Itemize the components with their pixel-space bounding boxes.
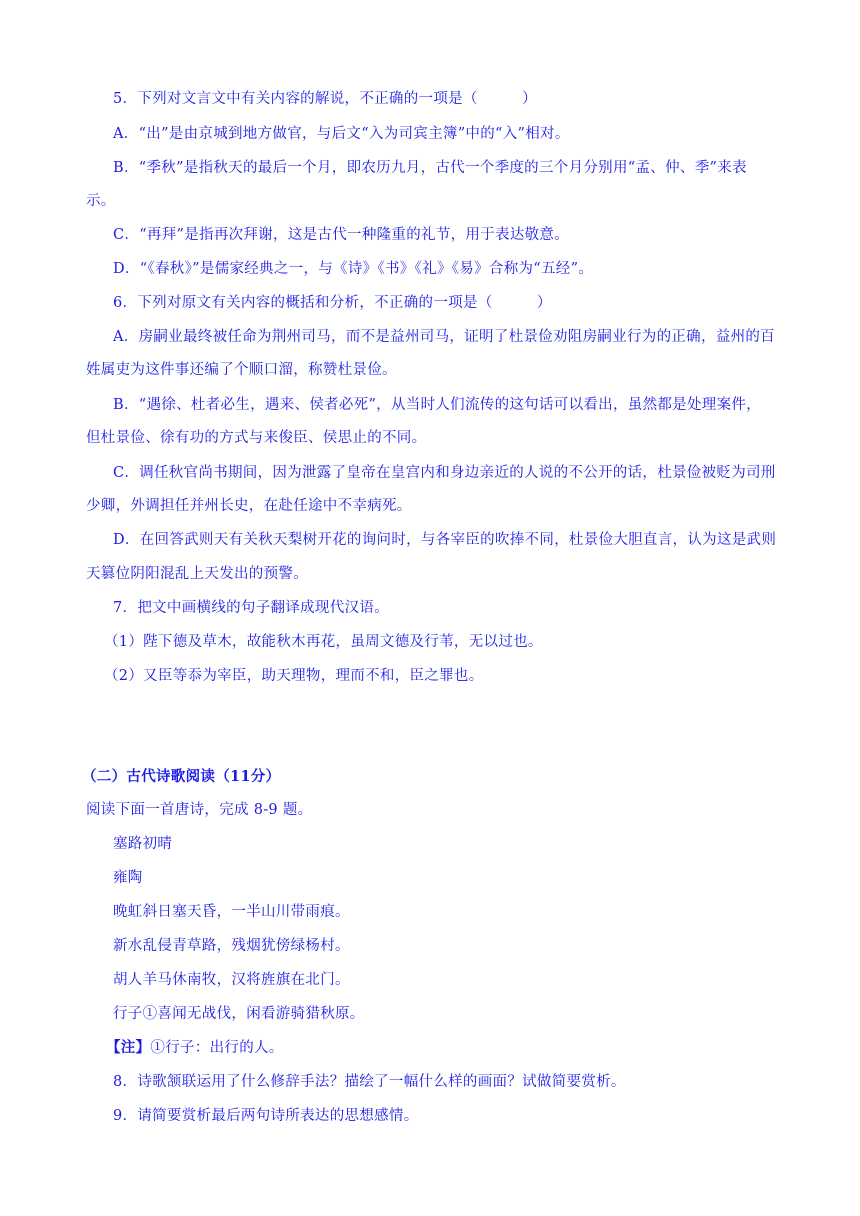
q6-option-a-cont: 姓属吏为这件事还编了个顺口溜，称赞杜景俭。 bbox=[86, 362, 397, 378]
q5-stem: 5．下列对文言文中有关内容的解说，不正确的一项是（ ） bbox=[113, 91, 537, 107]
q6-option-d: D．在回答武则天有关秋天梨树开花的询问时，与各宰臣的吹捧不同，杜景俭大胆直言，认为这是武则 bbox=[113, 532, 777, 548]
q8-stem: 8．诗歌颔联运用了什么修辞手法？描绘了一幅什么样的画面？试做简要赏析。 bbox=[113, 1074, 626, 1090]
q6-option-d-cont: 天篡位阴阳混乱上天发出的预警。 bbox=[86, 566, 308, 582]
poem-line-1: 晚虹斜日塞天昏，一半山川带雨痕。 bbox=[113, 904, 350, 920]
q7-sentence-2: （2）又臣等忝为宰臣，助天理物，理而不和，臣之罪也。 bbox=[104, 668, 484, 684]
q6-option-b: B．“遇徐、杜者必生，遇来、侯者必死”，从当时人们流传的这句话可以看出，虽然都是处理案件， bbox=[113, 397, 761, 413]
q9-stem: 9．请简要赏析最后两句诗所表达的思想感情。 bbox=[113, 1108, 419, 1124]
q6-stem: 6．下列对原文有关内容的概括和分析，不正确的一项是（ ） bbox=[113, 295, 552, 311]
note-text: ①行子：出行的人。 bbox=[150, 1040, 284, 1056]
section-intro: 阅读下面一首唐诗，完成 8-9 题。 bbox=[86, 802, 313, 818]
poem-line-3: 胡人羊马休南牧，汉将旌旗在北门。 bbox=[113, 972, 350, 988]
q5-option-c: C．“再拜”是指再次拜谢，这是古代一种隆重的礼节，用于表达敬意。 bbox=[113, 227, 570, 243]
note-marker: 【注】 bbox=[106, 1039, 151, 1056]
q7-sentence-1: （1）陛下德及草木，故能秋木再花，虽周文德及行苇，无以过也。 bbox=[104, 634, 543, 650]
poem-line-4: 行子①喜闻无战伐，闲看游骑猎秋原。 bbox=[113, 1006, 365, 1022]
q7-stem: 7．把文中画横线的句子翻译成现代汉语。 bbox=[113, 600, 389, 616]
q6-option-b-cont: 但杜景俭、徐有功的方式与来俊臣、侯思止的不同。 bbox=[86, 430, 427, 446]
q5-option-d: D．“《春秋》”是儒家经典之一，与《诗》《书》《礼》《易》合称为“五经”。 bbox=[113, 261, 594, 277]
q6-option-a: A．房嗣业最终被任命为荆州司马，而不是益州司马，证明了杜景俭劝阻房嗣业行为的正确，益州的百 bbox=[113, 329, 775, 345]
q6-option-c: C．调任秋官尚书期间，因为泄露了皇帝在皇宫内和身边亲近的人说的不公开的话，杜景俭被贬为司刑 bbox=[113, 465, 776, 481]
q5-option-b: B．“季秋”是指秋天的最后一个月，即农历九月，古代一个季度的三个月分别用“孟、仲、季”来表 bbox=[113, 160, 747, 176]
poem-title: 塞路初晴 bbox=[113, 836, 173, 852]
q5-option-b-cont: 示。 bbox=[86, 193, 116, 209]
section-heading: （二）古代诗歌阅读（11分） bbox=[82, 768, 281, 785]
q5-option-a: A．“出”是由京城到地方做官，与后文“入为司宾主簿”中的“入”相对。 bbox=[113, 126, 570, 142]
poem-author: 雍陶 bbox=[113, 870, 143, 886]
poem-note bbox=[106, 1038, 284, 1058]
q6-option-c-cont: 少卿，外调担任并州长史，在赴任途中不幸病死。 bbox=[86, 498, 412, 514]
poem-line-2: 新水乱侵青草路，残烟犹傍绿杨村。 bbox=[113, 938, 350, 954]
